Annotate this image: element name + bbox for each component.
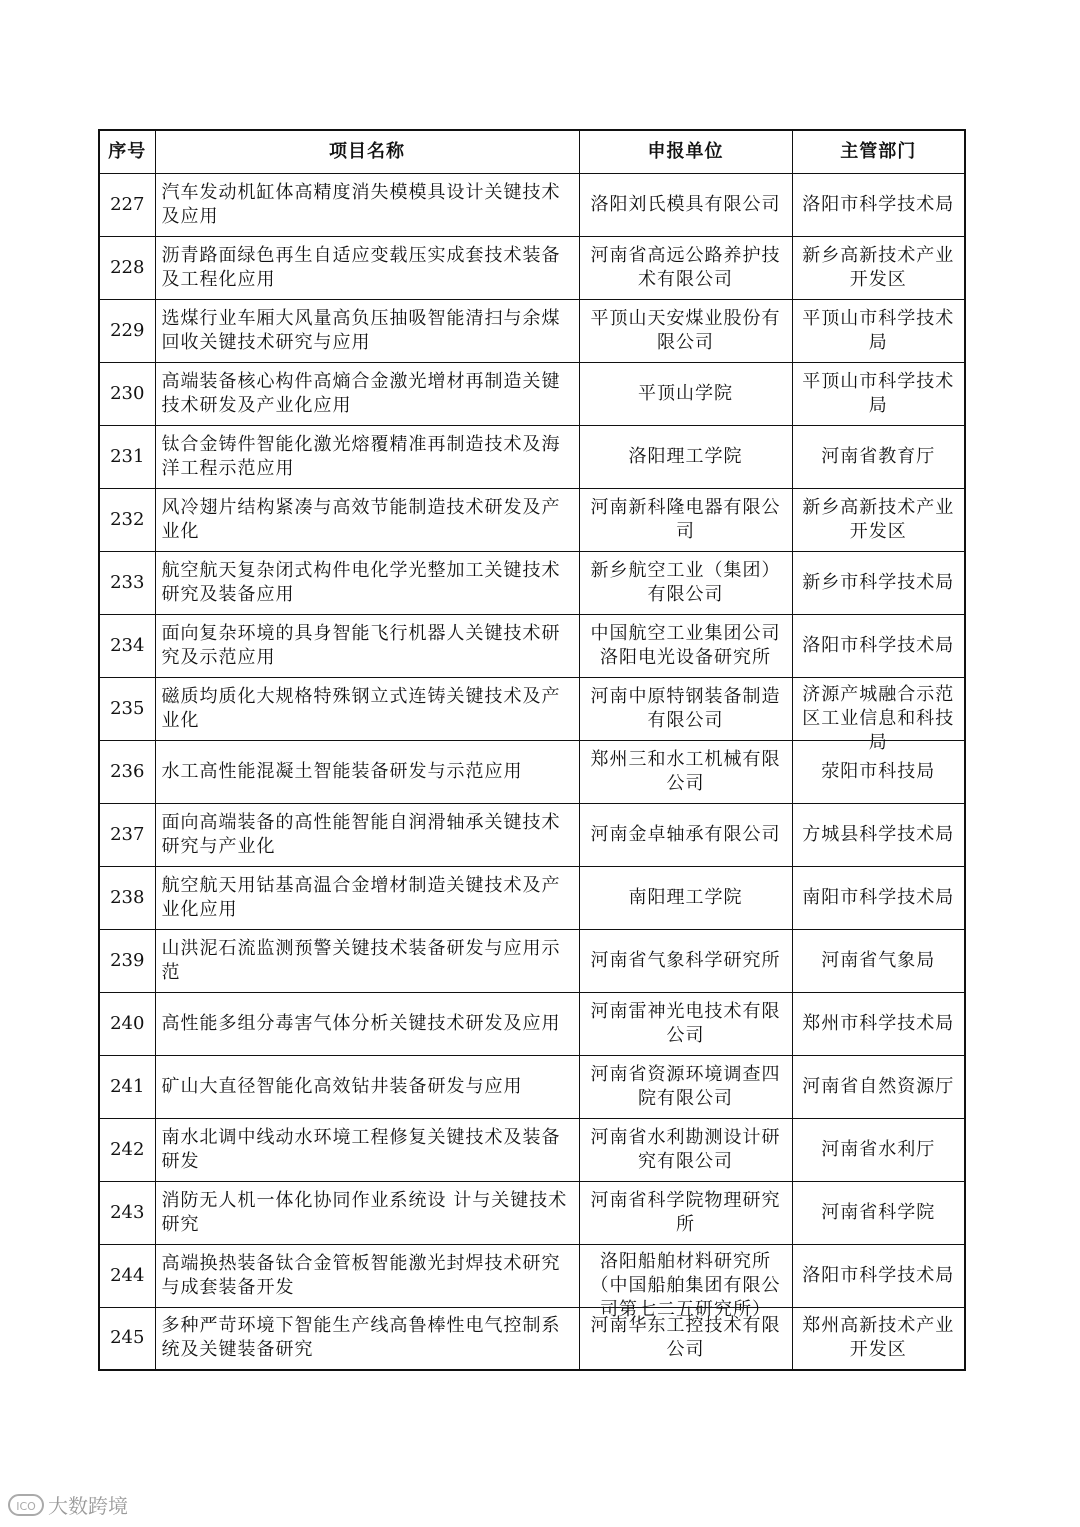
row-project-name-text: 多种严苛环境下智能生产线高鲁棒性电气控制系统及关键装备研究 [161, 1315, 561, 1361]
row-supervising-department-text: 南阳市科学技术局 [802, 886, 955, 908]
row-serial-number [99, 1055, 155, 1118]
row-project-name [155, 1118, 579, 1181]
row-serial-number [99, 1181, 155, 1244]
row-supervising-department-text: 荥阳市科技局 [821, 760, 936, 782]
row-serial-number [99, 1118, 155, 1181]
row-applicant-unit [579, 677, 792, 740]
row-applicant-unit [579, 992, 792, 1055]
header-applicant-unit: 申报单位 [579, 130, 792, 173]
row-supervising-department-text: 洛阳市科学技术局 [802, 193, 955, 215]
row-serial-number [99, 551, 155, 614]
table-header-row [99, 130, 965, 173]
row-project-name-text: 面向复杂环境的具身智能飞行机器人关键技术研究及示范应用 [161, 622, 561, 668]
row-serial-number-text: 239 [110, 949, 145, 971]
row-applicant-unit-text: 洛阳理工学院 [628, 445, 743, 467]
row-project-name-text: 矿山大直径智能化高效钻井装备研发与应用 [161, 1075, 523, 1097]
row-supervising-department [792, 1118, 965, 1181]
row-supervising-department [792, 1307, 965, 1370]
row-applicant-unit-text: 平顶山学院 [638, 382, 733, 404]
row-project-name [155, 1244, 579, 1307]
table-row [99, 929, 965, 992]
row-supervising-department-text: 平顶山市科学技术局 [802, 307, 955, 353]
row-applicant-unit-text: 河南省科学院物理研究所 [590, 1189, 781, 1235]
row-applicant-unit-text: 新乡航空工业（集团）有限公司 [590, 559, 781, 605]
row-applicant-unit [579, 1181, 792, 1244]
row-serial-number [99, 1307, 155, 1370]
row-applicant-unit [579, 1055, 792, 1118]
table-row [99, 425, 965, 488]
row-supervising-department-text: 河南省水利厅 [821, 1138, 936, 1160]
row-serial-number [99, 425, 155, 488]
row-applicant-unit [579, 173, 792, 236]
row-project-name [155, 1181, 579, 1244]
row-supervising-department-text: 河南省自然资源厅 [802, 1075, 955, 1097]
row-serial-number-text: 236 [110, 760, 145, 782]
row-serial-number [99, 488, 155, 551]
row-project-name [155, 866, 579, 929]
row-project-name [155, 425, 579, 488]
table-row [99, 1118, 965, 1181]
row-project-name [155, 1055, 579, 1118]
row-applicant-unit [579, 488, 792, 551]
row-project-name [155, 236, 579, 299]
row-applicant-unit [579, 551, 792, 614]
row-supervising-department-text: 郑州市科学技术局 [802, 1012, 955, 1034]
row-applicant-unit [579, 425, 792, 488]
table-row [99, 1244, 965, 1307]
row-applicant-unit-text: 河南省资源环境调查四院有限公司 [590, 1063, 781, 1109]
row-project-name-text: 南水北调中线动水环境工程修复关键技术及装备研发 [161, 1126, 561, 1172]
row-project-name [155, 488, 579, 551]
row-supervising-department-text: 郑州高新技术产业开发区 [802, 1315, 955, 1361]
row-project-name [155, 614, 579, 677]
row-serial-number [99, 803, 155, 866]
row-project-name-text: 磁质均质化大规格特殊钢立式连铸关键技术及产业化 [161, 685, 561, 731]
row-supervising-department [792, 803, 965, 866]
row-serial-number [99, 740, 155, 803]
row-applicant-unit-text: 郑州三和水工机械有限公司 [590, 748, 781, 794]
row-serial-number-text: 233 [110, 571, 145, 593]
row-serial-number [99, 992, 155, 1055]
row-project-name [155, 740, 579, 803]
row-applicant-unit [579, 929, 792, 992]
row-supervising-department [792, 362, 965, 425]
row-serial-number-text: 230 [110, 382, 145, 404]
table-row [99, 740, 965, 803]
row-applicant-unit-text: 河南金卓轴承有限公司 [590, 823, 781, 845]
row-serial-number-text: 231 [110, 445, 145, 467]
row-project-name-text: 汽车发动机缸体高精度消失模模具设计关键技术及应用 [161, 181, 561, 227]
header-supervising-department: 主管部门 [792, 130, 965, 173]
row-supervising-department [792, 1181, 965, 1244]
row-serial-number-text: 244 [110, 1264, 145, 1286]
row-supervising-department-text: 河南省气象局 [821, 949, 936, 971]
row-serial-number-text: 240 [110, 1012, 145, 1034]
row-project-name-text: 面向高端装备的高性能智能自润滑轴承关键技术研究与产业化 [161, 811, 561, 857]
row-applicant-unit [579, 1307, 792, 1370]
row-applicant-unit-text: 洛阳船舶材料研究所（中国船舶集团有限公司第七二五研究所） [590, 1250, 781, 1320]
row-project-name [155, 677, 579, 740]
row-supervising-department [792, 929, 965, 992]
row-project-name-text: 高端装备核心构件高熵合金激光增材再制造关键技术研发及产业化应用 [161, 370, 561, 416]
row-applicant-unit-text: 平顶山天安煤业股份有限公司 [590, 307, 781, 353]
row-serial-number [99, 236, 155, 299]
row-supervising-department-text: 新乡高新技术产业开发区 [802, 496, 955, 542]
row-project-name-text: 航空航天用钴基高温合金增材制造关键技术及产业化应用 [161, 874, 561, 920]
row-serial-number-text: 242 [110, 1138, 145, 1160]
row-supervising-department [792, 299, 965, 362]
row-project-name-text: 消防无人机一体化协同作业系统设 计与关键技术研究 [161, 1189, 568, 1235]
table-row [99, 551, 965, 614]
table-row [99, 362, 965, 425]
row-serial-number [99, 614, 155, 677]
row-supervising-department-text: 新乡市科学技术局 [802, 571, 955, 593]
table-row [99, 299, 965, 362]
row-supervising-department [792, 173, 965, 236]
header-project-name: 项目名称 [155, 130, 579, 173]
row-supervising-department-text: 平顶山市科学技术局 [802, 370, 955, 416]
table-row [99, 173, 965, 236]
row-supervising-department [792, 488, 965, 551]
row-serial-number-text: 228 [110, 256, 145, 278]
row-applicant-unit [579, 1118, 792, 1181]
row-serial-number-text: 243 [110, 1201, 145, 1223]
row-project-name-text: 高端换热装备钛合金管板智能激光封焊技术研究与成套装备开发 [161, 1252, 561, 1298]
row-serial-number-text: 245 [110, 1327, 145, 1349]
row-project-name [155, 173, 579, 236]
row-project-name [155, 362, 579, 425]
row-project-name-text: 高性能多组分毒害气体分析关键技术研发及应用 [161, 1012, 561, 1034]
row-supervising-department-text: 济源产城融合示范区工业信息和科技局 [802, 683, 955, 753]
row-supervising-department-text: 新乡高新技术产业开发区 [802, 244, 955, 290]
row-project-name [155, 992, 579, 1055]
row-project-name-text: 钛合金铸件智能化激光熔覆精准再制造技术及海洋工程示范应用 [161, 433, 561, 479]
row-supervising-department [792, 1244, 965, 1307]
table-row [99, 1307, 965, 1370]
table-row [99, 1181, 965, 1244]
watermark-logo-icon: ICO [8, 1494, 44, 1516]
row-serial-number [99, 866, 155, 929]
row-applicant-unit-text: 河南华东工控技术有限公司 [590, 1315, 781, 1361]
row-supervising-department-text: 河南省教育厅 [821, 445, 936, 467]
watermark [8, 1490, 128, 1519]
row-supervising-department [792, 1055, 965, 1118]
row-supervising-department [792, 236, 965, 299]
row-applicant-unit-text: 河南省水利勘测设计研究有限公司 [590, 1126, 781, 1172]
row-applicant-unit [579, 803, 792, 866]
row-applicant-unit [579, 614, 792, 677]
row-applicant-unit-text: 河南中原特钢装备制造有限公司 [590, 685, 781, 731]
row-supervising-department-text: 洛阳市科学技术局 [802, 1264, 955, 1286]
row-applicant-unit [579, 740, 792, 803]
header-serial-number: 序号 [99, 130, 155, 173]
row-project-name-text: 沥青路面绿色再生自适应变载压实成套技术装备及工程化应用 [161, 244, 561, 290]
row-applicant-unit-text: 河南新科隆电器有限公司 [590, 496, 781, 542]
row-serial-number-text: 234 [110, 634, 145, 656]
row-supervising-department-text: 方城县科学技术局 [802, 823, 955, 845]
row-serial-number-text: 235 [110, 697, 145, 719]
row-project-name [155, 1307, 579, 1370]
watermark-text: 大数跨境 [48, 1494, 128, 1518]
row-project-name [155, 551, 579, 614]
table-row [99, 992, 965, 1055]
row-serial-number [99, 1244, 155, 1307]
row-serial-number [99, 677, 155, 740]
row-applicant-unit-text: 南阳理工学院 [628, 886, 743, 908]
table-row [99, 488, 965, 551]
row-applicant-unit [579, 362, 792, 425]
row-project-name [155, 803, 579, 866]
row-project-name-text: 航空航天复杂闭式构件电化学光整加工关键技术研究及装备应用 [161, 559, 561, 605]
row-supervising-department-text: 河南省科学院 [821, 1201, 936, 1223]
row-applicant-unit [579, 1244, 792, 1320]
row-serial-number-text: 232 [110, 508, 145, 530]
row-serial-number-text: 227 [110, 193, 145, 215]
row-project-name-text: 选煤行业车厢大风量高负压抽吸智能清扫与余煤回收关键技术研究与应用 [161, 307, 561, 353]
row-serial-number-text: 238 [110, 886, 145, 908]
row-project-name [155, 299, 579, 362]
row-project-name [155, 929, 579, 992]
row-applicant-unit-text: 河南省高远公路养护技术有限公司 [590, 244, 781, 290]
row-project-name-text: 水工高性能混凝土智能装备研发与示范应用 [161, 760, 523, 782]
row-supervising-department [792, 425, 965, 488]
row-supervising-department [792, 866, 965, 929]
row-serial-number-text: 241 [110, 1075, 145, 1097]
table-row [99, 236, 965, 299]
row-supervising-department [792, 677, 965, 753]
row-project-name-text: 风冷翅片结构紧凑与高效节能制造技术研发及产业化 [161, 496, 561, 542]
row-supervising-department [792, 614, 965, 677]
row-serial-number-text: 229 [110, 319, 145, 341]
project-list-table [98, 129, 966, 1371]
row-supervising-department [792, 992, 965, 1055]
row-applicant-unit-text: 中国航空工业集团公司洛阳电光设备研究所 [590, 622, 781, 668]
row-applicant-unit [579, 299, 792, 362]
row-applicant-unit-text: 洛阳刘氏模具有限公司 [590, 193, 781, 215]
row-supervising-department-text: 洛阳市科学技术局 [802, 634, 955, 656]
table-row [99, 803, 965, 866]
row-applicant-unit [579, 866, 792, 929]
row-supervising-department [792, 551, 965, 614]
table-row [99, 614, 965, 677]
row-serial-number [99, 299, 155, 362]
row-applicant-unit [579, 236, 792, 299]
table-row [99, 1055, 965, 1118]
row-serial-number [99, 362, 155, 425]
table-row [99, 866, 965, 929]
row-serial-number [99, 173, 155, 236]
row-applicant-unit-text: 河南省气象科学研究所 [590, 949, 781, 971]
row-serial-number-text: 237 [110, 823, 145, 845]
row-serial-number [99, 929, 155, 992]
row-project-name-text: 山洪泥石流监测预警关键技术装备研发与应用示范 [161, 937, 561, 983]
table-row [99, 677, 965, 740]
row-applicant-unit-text: 河南雷神光电技术有限公司 [590, 1000, 781, 1046]
